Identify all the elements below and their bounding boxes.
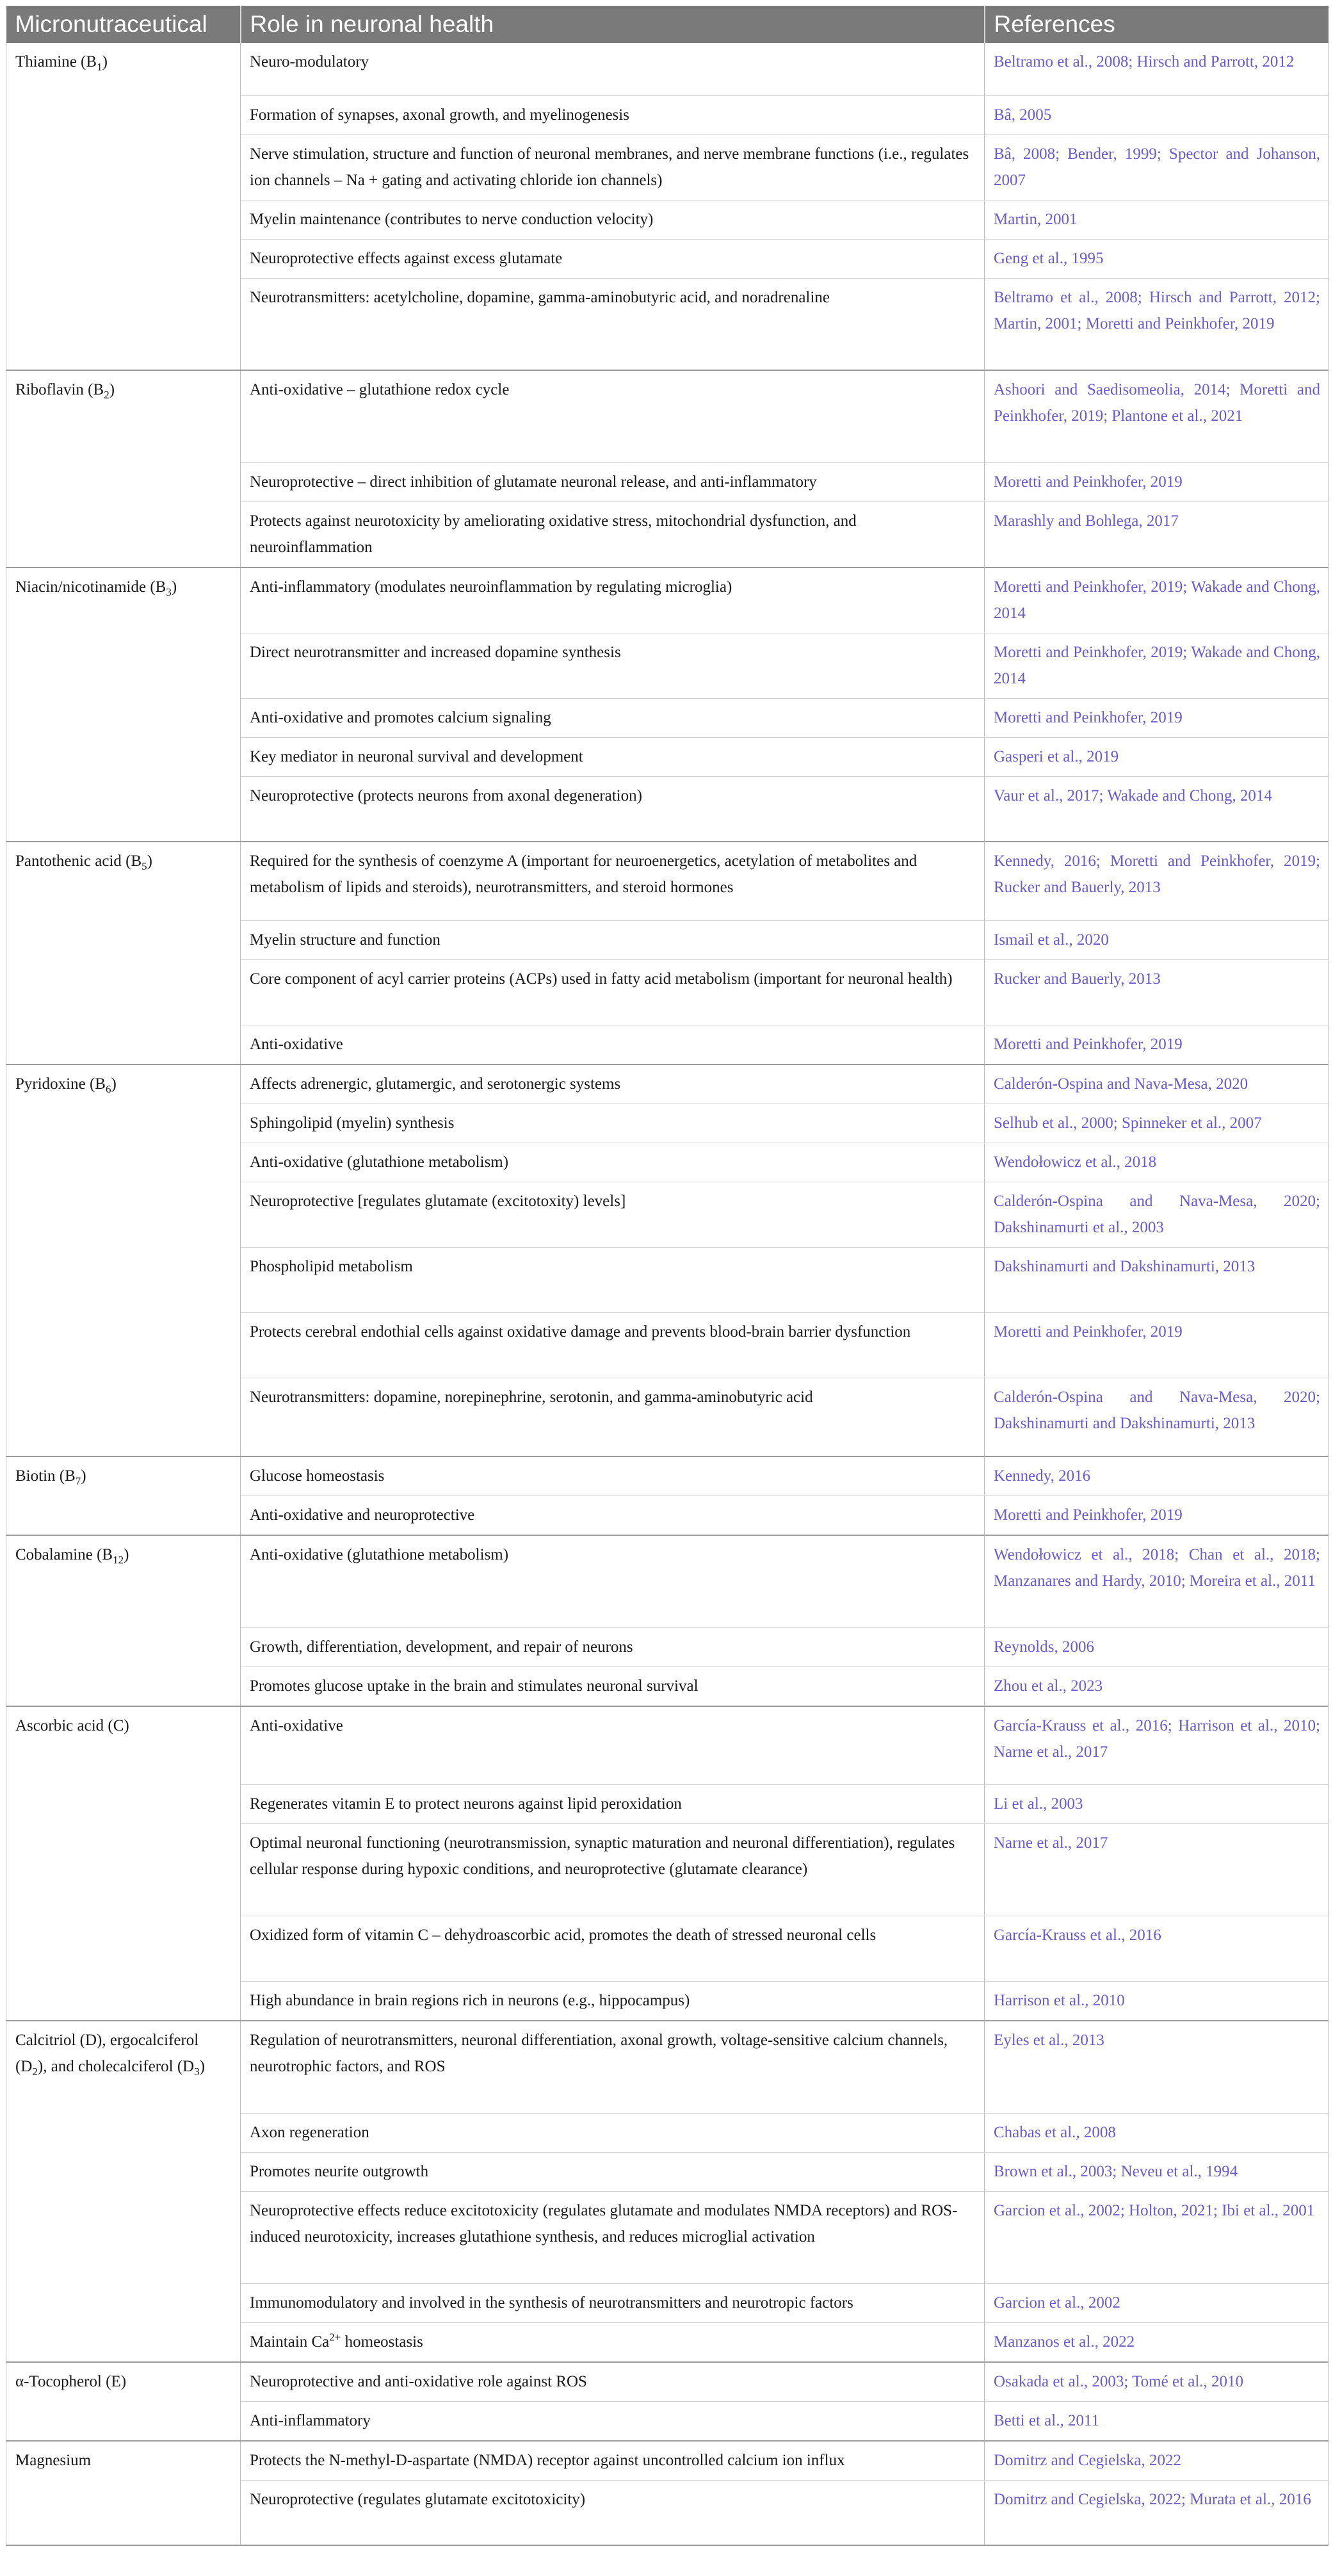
name-subscript: 1 [97,61,102,73]
name-text: Pyridoxine (B [15,1075,106,1093]
table-header [6,6,1329,43]
micronutraceutical-name [6,1456,241,1535]
role-text: Neurotransmitters: dopamine, norepinephrine, serotonin, and gamma-aminobutyric acid [250,1388,813,1406]
table-row [6,567,1329,633]
name-text: Thiamine (B [15,53,97,70]
role-text: Anti-oxidative (glutathione metabolism) [250,1153,509,1171]
reference-link[interactable]: Dakshinamurti and Dakshinamurti, 2013 [985,1247,1329,1312]
role-text: homeostasis [341,2333,423,2351]
reference-link[interactable]: Calderón-Ospina and Nava-Mesa, 2020; Dakshinamurti and Dakshinamurti, 2013 [985,1378,1329,1456]
role-cell [241,2021,985,2113]
micronutraceutical-name [6,1535,241,1706]
role-cell [241,920,985,959]
role-cell [241,1378,985,1456]
reference-link[interactable]: Moretti and Peinkhofer, 2019 [985,1312,1329,1378]
reference-link[interactable]: Brown et al., 2003; Neveu et al., 1994 [985,2152,1329,2191]
role-text: Maintain Ca [250,2333,330,2351]
name-subscript: 12 [113,1554,124,1566]
reference-link[interactable]: Marashly and Bohlega, 2017 [985,501,1329,567]
role-text: Growth, differentiation, development, and repair of neurons [250,1638,633,1656]
reference-link[interactable]: García-Krauss et al., 2016; Harrison et al., 2010; Narne et al., 2017 [985,1706,1329,1785]
role-cell [241,462,985,501]
role-cell [241,1535,985,1627]
role-text: Myelin maintenance (contributes to nerve conduction velocity) [250,210,654,228]
role-text: High abundance in brain regions rich in neurons (e.g., hippocampus) [250,1992,690,2009]
role-cell [241,278,985,370]
role-text: Anti-oxidative – glutathione redox cycle [250,381,510,398]
reference-link[interactable]: Moretti and Peinkhofer, 2019; Wakade and Chong, 2014 [985,633,1329,698]
role-cell [241,567,985,633]
role-cell [241,2191,985,2283]
role-cell [241,2152,985,2191]
role-text: Neuroprotective effects reduce excitotoxicity (regulates glutamate and modulates NMDA receptors) and ROS-induced neurotoxicity, increases glutathione synthesis, and reduces microglial activation [250,2201,958,2246]
table-row [6,370,1329,462]
name-text: Cobalamine (B [15,1546,113,1563]
reference-link[interactable]: Domitrz and Cegielska, 2022; Murata et al., 2016 [985,2480,1329,2545]
reference-link[interactable]: Garcion et al., 2002 [985,2283,1329,2322]
role-cell [241,135,985,200]
role-cell [241,2362,985,2402]
role-text: Regulation of neurotransmitters, neuronal differentiation, axonal growth, voltage-sensitive calcium channels, neurotrophic factors, and ROS [250,2032,948,2075]
reference-link[interactable]: Moretti and Peinkhofer, 2019; Wakade and Chong, 2014 [985,567,1329,633]
reference-link[interactable]: Eyles et al., 2013 [985,2021,1329,2113]
name-text: Biotin (B [15,1467,76,1485]
table-row [6,1064,1329,1104]
reference-link[interactable]: Beltramo et al., 2008; Hirsch and Parrott, 2012 [985,43,1329,95]
header-references: References [985,6,1329,43]
header-micronutraceutical: Micronutraceutical [6,6,241,43]
name-text: Calcitriol (D), ergocalciferol (D [15,2032,199,2075]
name-text: ) [147,852,152,870]
role-cell [241,43,985,95]
role-text: Anti-oxidative (glutathione metabolism) [250,1546,509,1563]
name-text: α-Tocopherol (E) [15,2372,127,2390]
name-text: Riboflavin (B [15,381,104,398]
reference-link[interactable]: Ismail et al., 2020 [985,920,1329,959]
table-row [6,1706,1329,1785]
role-cell [241,1667,985,1706]
role-cell [241,1706,985,1785]
name-text: ) [171,578,177,596]
name-text: ) [111,1075,117,1093]
role-cell [241,1182,985,1247]
role-text: Direct neurotransmitter and increased dopamine synthesis [250,643,621,661]
role-text: Protects cerebral endothial cells against oxidative damage and prevents blood-brain barrier dysfunction [250,1323,911,1341]
role-cell [241,239,985,278]
role-text: Immunomodulatory and involved in the synthesis of neurotransmitters and neurotropic factors [250,2294,853,2311]
name-text: Niacin/nicotinamide (B [15,578,166,596]
name-text: ) [199,2058,206,2075]
reference-link[interactable]: Moretti and Peinkhofer, 2019 [985,1496,1329,1536]
role-text: Anti-oxidative and promotes calcium signaling [250,708,551,726]
table-row [6,2362,1329,2402]
name-text: Pantothenic acid (B [15,852,142,870]
micronutraceutical-name [6,842,241,1064]
reference-link[interactable]: Li et al., 2003 [985,1785,1329,1824]
role-cell [241,776,985,842]
reference-link[interactable]: García-Krauss et al., 2016 [985,1916,1329,1982]
reference-link[interactable]: Bâ, 2005 [985,95,1329,135]
role-cell [241,1104,985,1143]
reference-link[interactable]: Moretti and Peinkhofer, 2019 [985,698,1329,737]
micronutraceutical-table [6,6,1329,2546]
role-cell [241,95,985,135]
role-cell [241,633,985,698]
micronutraceutical-name [6,2441,241,2546]
reference-link[interactable]: Bâ, 2008; Bender, 1999; Spector and Johanson, 2007 [985,135,1329,200]
name-subscript: 3 [194,2066,200,2078]
name-subscript: 3 [166,585,172,598]
name-subscript: 5 [141,860,147,872]
role-text: Axon regeneration [250,2123,369,2141]
role-cell [241,2283,985,2322]
micronutraceutical-name [6,43,241,370]
role-text: Key mediator in neuronal survival and development [250,747,583,765]
name-subscript: 2 [104,389,109,401]
reference-link[interactable]: Geng et al., 1995 [985,239,1329,278]
role-text: Core component of acyl carrier proteins (ACPs) used in fatty acid metabolism (important for neuronal health) [250,970,953,988]
role-cell [241,737,985,776]
role-cell [241,1627,985,1667]
role-text: Neurotransmitters: acetylcholine, dopamine, gamma-aminobutyric acid, and noradrenaline [250,288,830,306]
reference-link[interactable]: Beltramo et al., 2008; Hirsch and Parrott, 2012; Martin, 2001; Moretti and Peinkhofer, 2019 [985,278,1329,370]
reference-link[interactable]: Selhub et al., 2000; Spinneker et al., 2007 [985,1104,1329,1143]
role-cell [241,1916,985,1982]
reference-link[interactable]: Wendołowicz et al., 2018; Chan et al., 2018; Manzanares and Hardy, 2010; Moreira et al., 2011 [985,1535,1329,1627]
role-cell [241,1143,985,1182]
role-cell [241,1785,985,1824]
role-cell [241,2113,985,2152]
reference-link[interactable]: Betti et al., 2011 [985,2401,1329,2441]
role-cell [241,501,985,567]
reference-link[interactable]: Ashoori and Saedisomeolia, 2014; Moretti and Peinkhofer, 2019; Plantone et al., 2021 [985,370,1329,462]
reference-link[interactable]: Calderón-Ospina and Nava-Mesa, 2020; Dakshinamurti et al., 2003 [985,1182,1329,1247]
header-row [6,6,1329,43]
role-text: Phospholipid metabolism [250,1257,413,1275]
role-cell [241,2441,985,2481]
role-text: Glucose homeostasis [250,1467,385,1485]
name-text: ) [124,1546,129,1563]
name-subscript: 6 [105,1082,111,1095]
role-cell [241,959,985,1025]
micronutraceutical-name [6,2021,241,2362]
role-text: Anti-inflammatory (modulates neuroinflammation by regulating microglia) [250,578,732,596]
role-text: Neuro-modulatory [250,53,369,70]
table-row [6,1456,1329,1496]
reference-link[interactable]: Moretti and Peinkhofer, 2019 [985,462,1329,501]
micronutraceutical-name [6,1064,241,1457]
reference-link[interactable]: Osakada et al., 2003; Tomé et al., 2010 [985,2362,1329,2402]
reference-link[interactable]: Chabas et al., 2008 [985,2113,1329,2152]
header-role: Role in neuronal health [241,6,985,43]
reference-link[interactable]: Domitrz and Cegielska, 2022 [985,2441,1329,2481]
role-text: Nerve stimulation, structure and function of neuronal membranes, and nerve membrane functions (i.e., regulates ion channels – Na + gating and activating chloride ion channels) [250,145,969,189]
role-cell [241,1456,985,1496]
role-cell [241,1247,985,1312]
table-row [6,1535,1329,1627]
role-superscript: 2+ [329,2331,341,2344]
role-text: Regenerates vitamin E to protect neurons against lipid peroxidation [250,1795,682,1813]
role-text: Sphingolipid (myelin) synthesis [250,1114,455,1132]
reference-link[interactable]: Moretti and Peinkhofer, 2019 [985,1025,1329,1064]
table-row [6,2441,1329,2481]
role-cell [241,200,985,239]
table-row [6,2021,1329,2113]
reference-link[interactable]: Kennedy, 2016 [985,1456,1329,1496]
role-cell [241,2480,985,2545]
name-text: Magnesium [15,2451,92,2469]
role-text: Anti-oxidative [250,1716,343,1734]
reference-link[interactable]: Zhou et al., 2023 [985,1667,1329,1706]
role-cell [241,1064,985,1104]
role-text: Protects the N-methyl-D-aspartate (NMDA) receptor against uncontrolled calcium ion influx [250,2451,845,2469]
role-cell [241,370,985,462]
role-text: Promotes glucose uptake in the brain and stimulates neuronal survival [250,1677,699,1695]
role-text: Neuroprotective and anti-oxidative role against ROS [250,2372,587,2390]
micronutraceutical-name [6,2362,241,2441]
name-text: ), and cholecalciferol (D [37,2058,195,2075]
name-subscript: 7 [75,1475,81,1487]
role-text: Formation of synapses, axonal growth, and myelinogenesis [250,106,629,124]
reference-link[interactable]: Gasperi et al., 2019 [985,737,1329,776]
role-text: Protects against neurotoxicity by ameliorating oxidative stress, mitochondrial dysfunction, and neuroinflammation [250,512,857,556]
name-subscript: 2 [32,2066,38,2078]
role-text: Optimal neuronal functioning (neurotransmission, synaptic maturation and neuronal differentiation), regulates cellular response during hypoxic conditions, and neuroprotective (glutamate clearance) [250,1834,955,1878]
role-text: Neuroprotective [regulates glutamate (excitotoxity) levels] [250,1192,626,1210]
reference-link[interactable]: Narne et al., 2017 [985,1824,1329,1916]
role-text: Oxidized form of vitamin C – dehydroascorbic acid, promotes the death of stressed neuronal cells [250,1927,877,1944]
name-text: ) [109,381,115,398]
role-cell [241,1982,985,2021]
micronutraceutical-name [6,370,241,567]
reference-link[interactable]: Wendołowicz et al., 2018 [985,1143,1329,1182]
reference-link[interactable]: Kennedy, 2016; Moretti and Peinkhofer, 2019; Rucker and Bauerly, 2013 [985,842,1329,920]
reference-link[interactable]: Martin, 2001 [985,200,1329,239]
role-cell [241,1025,985,1064]
role-text: Neuroprotective – direct inhibition of glutamate neuronal release, and anti-inflammatory [250,473,817,491]
name-text: ) [81,1467,86,1485]
role-cell [241,842,985,920]
role-cell [241,2322,985,2362]
table-row [6,842,1329,920]
role-text: Neuroprotective (regulates glutamate excitotoxicity) [250,2490,586,2508]
reference-link[interactable]: Rucker and Bauerly, 2013 [985,959,1329,1025]
role-cell [241,1824,985,1916]
role-text: Promotes neurite outgrowth [250,2162,429,2180]
role-cell [241,1312,985,1378]
name-text: Ascorbic acid (C) [15,1716,129,1734]
role-text: Myelin structure and function [250,931,440,949]
reference-link[interactable]: Harrison et al., 2010 [985,1982,1329,2021]
role-text: Anti-inflammatory [250,2411,371,2429]
reference-link[interactable]: Garcion et al., 2002; Holton, 2021; Ibi et al., 2001 [985,2191,1329,2283]
table-row [6,43,1329,95]
table-body [6,43,1329,2545]
role-text: Affects adrenergic, glutamergic, and serotonergic systems [250,1075,621,1093]
role-text: Anti-oxidative and neuroprotective [250,1506,475,1524]
reference-link[interactable]: Manzanos et al., 2022 [985,2322,1329,2362]
reference-link[interactable]: Vaur et al., 2017; Wakade and Chong, 2014 [985,776,1329,842]
role-text: Anti-oxidative [250,1035,343,1053]
role-cell [241,1496,985,1536]
name-text: ) [102,53,108,70]
role-cell [241,2401,985,2441]
reference-link[interactable]: Reynolds, 2006 [985,1627,1329,1667]
role-text: Neuroprotective (protects neurons from axonal degeneration) [250,787,642,804]
role-text: Required for the synthesis of coenzyme A (important for neuroenergetics, acetylation of metabolites and metabolism of lipids and steroids), neurotransmitters, and steroid hormones [250,852,917,896]
micronutraceutical-name [6,567,241,842]
role-cell [241,698,985,737]
reference-link[interactable]: Calderón-Ospina and Nava-Mesa, 2020 [985,1064,1329,1104]
role-text: Neuroprotective effects against excess glutamate [250,249,563,267]
micronutraceutical-name [6,1706,241,2021]
